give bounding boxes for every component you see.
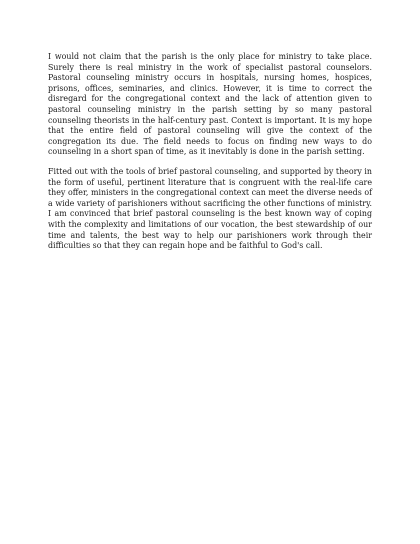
- paragraph-1: I would not claim that the parish is the only place for ministry to take place. Surely there is real ministry in the work of specialist pastoral counselors. Pastoral counseling ministry occurs in hospitals, nursing homes, hospices, prisons, offices, seminaries, and clinics. However, it is time to correct the disregard for the congregational context and the lack of attention given to pastoral counseling ministry in the parish setting by so many pastoral counseling theorists in the half-century past. Context is important. It is my hope that the entire field of pastoral counseling will give the context of the congregation its due. The field needs to focus on finding new ways to do counseling in a short span of time, as it inevitably is done in the parish setting.: [48, 52, 372, 157]
- paragraph-2: Fitted out with the tools of brief pastoral counseling, and supported by theory in the form of useful, pertinent literature that is congruent with the real-life care they offer, ministers in the congregational context can meet the diverse needs of a wide variety of parishioners without sacrificing the other functions of ministry. I am convinced that brief pastoral counseling is the best known way of coping with the complexity and limitations of our vocation, the best stewardship of our time and talents, the best way to help our parishioners work through their difficulties so that they can regain hope and be faithful to God's call.: [48, 166, 372, 251]
- body-text: [48, 52, 372, 252]
